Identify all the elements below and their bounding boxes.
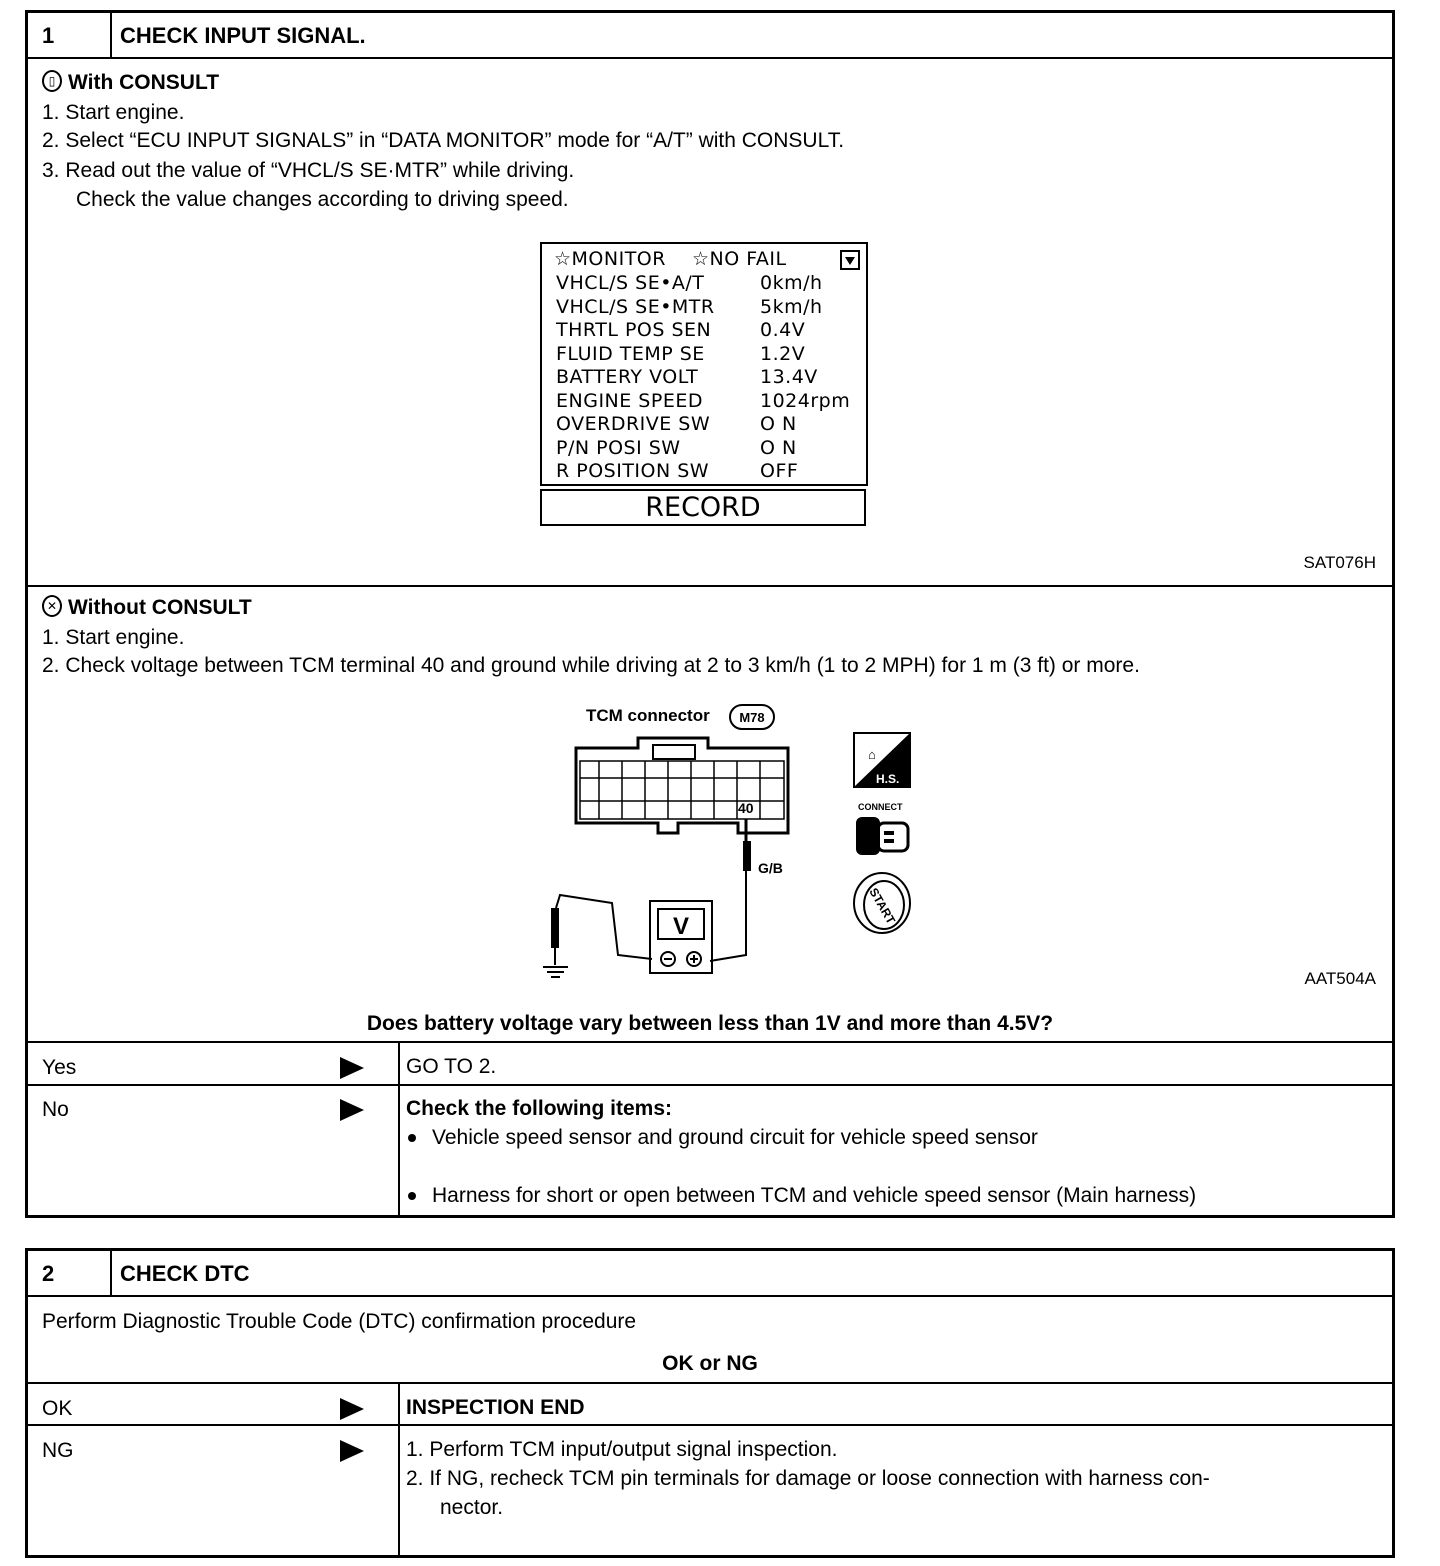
figure-code-aat504a: AAT504A: [1304, 969, 1376, 988]
ok-label: OK: [42, 1397, 73, 1420]
monitor-header-right: ☆NO FAIL: [692, 248, 787, 270]
without-consult-step-2: 2. Check voltage between TCM terminal 40 and ground while driving at 2 to 3 km/h (1 to 2 MPH) for 1 m (3 ft) or more.: [42, 654, 1140, 677]
consult-monitor-screen: [540, 242, 868, 486]
yes-result: GO TO 2.: [406, 1055, 497, 1078]
monitor-row-label: BATTERY VOLT: [556, 366, 699, 388]
monitor-row-label: P/N POSI SW: [556, 436, 681, 459]
with-consult-heading: ▯ With CONSULT: [42, 68, 219, 97]
monitor-row-value: 13.4V: [760, 366, 818, 388]
monitor-row-label: VHCL/S SE•A/T: [556, 272, 705, 294]
start-icon: [854, 873, 910, 933]
monitor-row-value: 1024rpm: [760, 389, 851, 412]
positive-probe: [743, 841, 751, 871]
no-arrow-icon: [340, 1099, 364, 1121]
step1-header: [28, 13, 1392, 59]
monitor-row-value: 5km/h: [760, 295, 823, 318]
step1-number: 1: [42, 23, 55, 48]
ng-item-1: 1. Perform TCM input/output signal inspection.: [406, 1438, 838, 1461]
connect-icon-label: CONNECT: [858, 802, 903, 812]
monitor-row-label: THRTL POS SEN: [556, 319, 712, 341]
monitor-row-label: R POSITION SW: [556, 460, 710, 482]
monitor-row-label: VHCL/S SE•MTR: [556, 295, 715, 318]
ok-result: INSPECTION END: [406, 1396, 585, 1419]
without-consult-step-1: 1. Start engine.: [42, 626, 185, 649]
svg-text:⌂: ⌂: [868, 747, 876, 762]
ng-item-2: 2. If NG, recheck TCM pin terminals for damage or loose connection with harness con-: [406, 1467, 1210, 1490]
connector-id: M78: [739, 710, 765, 725]
negative-probe: [551, 908, 559, 948]
step1-block: [25, 10, 1395, 1218]
consult-icon: ▯: [42, 70, 62, 92]
monitor-row-value: O N: [760, 436, 797, 459]
voltmeter-symbol: V: [672, 913, 690, 940]
no-result-heading: Check the following items:: [406, 1097, 673, 1120]
svg-text:H.S.: H.S.: [876, 772, 900, 786]
monitor-row-value: 0km/h: [760, 272, 823, 294]
tcm-connector-diagram: [488, 693, 918, 983]
with-consult-step-3-note: Check the value changes according to driving speed.: [76, 188, 569, 211]
figure-code-sat076h: SAT076H: [1303, 553, 1376, 572]
yes-arrow-icon: [340, 1057, 364, 1079]
monitor-row-value: 1.2V: [760, 342, 806, 365]
ng-label: NG: [42, 1439, 74, 1462]
monitor-row-value: O N: [760, 413, 797, 435]
ng-item-2-cont: nector.: [440, 1496, 504, 1519]
scroll-down-icon: [840, 250, 860, 270]
monitor-header-left: ☆MONITOR: [554, 248, 666, 270]
terminal-number: 40: [738, 800, 754, 816]
svg-text:START: START: [866, 885, 899, 927]
step2-header: [28, 1251, 1392, 1297]
step1-question: Does battery voltage vary between less than 1V and more than 4.5V?: [366, 1012, 1054, 1035]
yes-label: Yes: [42, 1056, 77, 1079]
step2-question: OK or NG: [662, 1352, 758, 1375]
no-label: No: [42, 1098, 69, 1121]
record-button: RECORD: [540, 489, 866, 526]
monitor-row-value: 0.4V: [760, 319, 806, 341]
step2-description: Perform Diagnostic Trouble Code (DTC) confirmation procedure: [42, 1310, 637, 1333]
with-consult-step-2: 2. Select “ECU INPUT SIGNALS” in “DATA MONITOR” mode for “A/T” with CONSULT.: [42, 129, 845, 152]
monitor-row-value: OFF: [760, 460, 799, 482]
ok-arrow-icon: [340, 1398, 364, 1420]
with-consult-step-3: 3. Read out the value of “VHCL/S SE·MTR” while driving.: [42, 159, 575, 182]
connect-icon: [856, 817, 908, 855]
step1-title: CHECK INPUT SIGNAL.: [120, 23, 366, 48]
monitor-row-label: ENGINE SPEED: [556, 389, 703, 412]
connector-latch: [653, 745, 695, 759]
monitor-row-label: FLUID TEMP SE: [556, 342, 705, 365]
no-consult-icon: ✕: [42, 595, 62, 617]
ng-arrow-icon: [340, 1440, 364, 1462]
bullet-icon: [408, 1134, 416, 1142]
monitor-row-label: OVERDRIVE SW: [556, 413, 711, 435]
with-consult-step-1: 1. Start engine.: [42, 101, 185, 124]
connector-label: TCM connector: [586, 706, 710, 725]
step2-block: [25, 1248, 1395, 1558]
no-item-2: Harness for short or open between TCM and vehicle speed sensor (Main harness): [408, 1181, 1196, 1210]
step2-title: CHECK DTC: [120, 1261, 250, 1286]
without-consult-heading: ✕ Without CONSULT: [42, 593, 252, 622]
ground-icon: [543, 967, 568, 977]
wire-color: G/B: [758, 860, 783, 876]
step2-number: 2: [42, 1261, 55, 1286]
bullet-icon: [408, 1192, 416, 1200]
no-item-1: Vehicle speed sensor and ground circuit for vehicle speed sensor: [408, 1123, 1038, 1152]
